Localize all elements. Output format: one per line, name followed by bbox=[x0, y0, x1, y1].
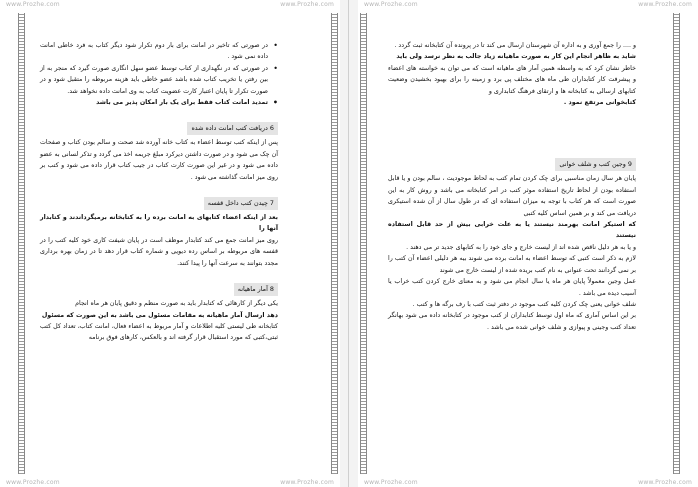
right-page-content bbox=[388, 40, 636, 333]
paragraph: که استیکر امانت بهرمند نیستند یا به علت خرابی بیش از حد قابل استفاده نیستند bbox=[388, 221, 636, 240]
right-page bbox=[358, 0, 698, 487]
paragraph: شاید به ظاهر انجام این کار به صورت ماهیانه زیاد جالب به نظر نرسد ولی باید bbox=[396, 53, 636, 61]
decorative-border bbox=[331, 13, 338, 474]
paragraph: لازم به ذکر است کتبی که توسط اعضاء به امانت برده می شوند بیه هر دلیلی اعضاء آن کتب را بر نمی گردانند تحت عنوانی به نام کتب بریده شده از لیست خارج می شوند bbox=[388, 255, 636, 274]
watermark-top-right: www.Prozhe.com bbox=[638, 1, 692, 8]
section-heading: 6 دریافت کتب امانت داده شده bbox=[40, 122, 278, 135]
list-item: • در صورتی که تاخیر در امانت برای بار دوم تکرار شود دیگر کتاب به فرد خاطی امانت داده نمی شود . bbox=[40, 40, 268, 63]
paragraph: کتابخوانی مرتفع نمود . bbox=[563, 99, 636, 107]
paragraph: کتابخانه طی لیستی کلیه اطلاعات و آمار مربوط به اعضاء فعال، امانت کتاب، تعداد کل کتب ثبتی،کتبی که مورد استقبال قرار گرفته اند و بالعکس، کارهای فوق برنامه bbox=[40, 322, 278, 342]
watermark-top-left: www.Prozhe.com bbox=[6, 1, 60, 8]
paragraph: روی میز امانت جمع می کند کتابدار موظف است در پایان شیفت کاری خود کلیه کتب را در قفسه های مربوطه بر اساس رده دیویی و شماره کتاب قرار دهد تا در زمان بهره برداری مجدد بتوانند به سرعت آنها را پیدا کنند. bbox=[40, 236, 278, 267]
paragraph: پایان هر سال زمان مناسبی برای چک کردن تمام کتب به لحاظ موجودیت ، سالم بودن و یا قابل استفاده بودن از لحاظ تاریخ استفاده موثر کتب در امر کتابخانه می باشد و روش کار به این صورت است که هر کتاب با توجه به میزان استفاده ای که در طول سال از آن شده استیکری دریافت می کند و بر همین اساس کلیه کتبی bbox=[388, 175, 636, 217]
decorative-border bbox=[673, 13, 680, 474]
paragraph: دهد ارسال آمار ماهیانه به مقامات مسئول می باشد به این صورت که مسئول bbox=[41, 311, 278, 319]
paragraph: عمل وجین معمولاً پایان هر ماه یا سال انجام می شود و به معنای خارج کردن کتب خراب یا آسیب دیده می باشد . bbox=[388, 278, 636, 297]
left-page-content bbox=[40, 40, 278, 344]
paragraph: شلف خوانی یعنی چک کردن کلیه کتب موجود در دفتر ثبت کتب با رف برگه ها و کتب . bbox=[412, 300, 636, 308]
section-heading: 8 آمار ماهیانه bbox=[40, 283, 278, 296]
watermark-top-right: www.Prozhe.com bbox=[280, 1, 334, 8]
decorative-border bbox=[360, 13, 367, 474]
watermark-bottom-right: www.Prozhe.com bbox=[280, 479, 334, 486]
watermark-top-left: www.Prozhe.com bbox=[364, 1, 418, 8]
decorative-border bbox=[18, 13, 25, 474]
paragraph: و یا به هر دلیل ناقص شده اند از لیست خارج و جای خود را به کتابهای جدید تر می دهند . bbox=[406, 243, 636, 251]
list-item: • در صورتی که در نگهداری از کتاب توسط عضو سهل انگاری صورت گیرد که منجر به از بین رفتن یا تخریب کتاب شده باشد عضو خاطی باید هزینه مربوطه را متقبل شود و در صورت تکرار تا پایان اعتبار کارت عضویت کتاب به وی امانت داده نخواهد شد. bbox=[40, 63, 268, 97]
section-heading: 7 چیدن کتب داخل قفسه bbox=[40, 197, 278, 210]
left-page bbox=[0, 0, 340, 487]
rules-list bbox=[40, 40, 278, 108]
paragraph: یکی دیگر از کارهائی که کتابدار باید به صورت منظم و دقیق پایان هر ماه انجام bbox=[75, 300, 278, 308]
paragraph: و .... را جمع آوری و به اداره آن شهرستان ارسال می کند تا در پرونده آن کتابخانه ثبت گردد . bbox=[394, 42, 636, 49]
list-item: • تمدید امانت کتاب فقط برای یک بار امکان پذیر می باشد bbox=[40, 97, 268, 108]
paragraph: پس از اینکه کتب توسط اعضاء به کتاب خانه آورده شد صحت و سالم بودن کتاب و صفحات آن چک می شود و در صورت داشتن دیرکرد مبلغ جریمه اخذ می گردد و تذکر لسانی به عضو داده می شود و در غیر این صورت کارت کتاب در جیب کتاب قرار داده می شود و کتب بر روی میز امانت گذاشته می شود . bbox=[40, 139, 278, 181]
paragraph: بر این اساس آماری که ماه اول توسط کتابداران از کتب موجود در کتابخانه داده می شود بهانگر تعداد کتب وجینی و پیوازی و شلف خوانی شده می باشد . bbox=[388, 312, 636, 331]
section-heading: 9 وجین کتب و شلف خوانی bbox=[388, 158, 636, 171]
page-gutter bbox=[340, 0, 358, 487]
watermark-bottom-left: www.Prozhe.com bbox=[6, 479, 60, 486]
paragraph: بعد از اینکه اعضاء کتابهای به امانت برده را به کتابخانه برمیگرداندند و کتابدار آنها را bbox=[40, 214, 278, 233]
watermark-bottom-right: www.Prozhe.com bbox=[638, 479, 692, 486]
watermark-bottom-left: www.Prozhe.com bbox=[364, 479, 418, 486]
paragraph: خاطر نشان کرد که به واسطه همین آمار های ماهیانه است که می توان به خواسته های اعضاء و پیشرفت کار کتابداران طی ماه های مختلف پی برد و زمینه را برای بهبود بخشیدن وضعیت کتابهای ارسالی به کتابخانه ها و ارتقای فرهنگ کتابداری و bbox=[388, 64, 636, 95]
